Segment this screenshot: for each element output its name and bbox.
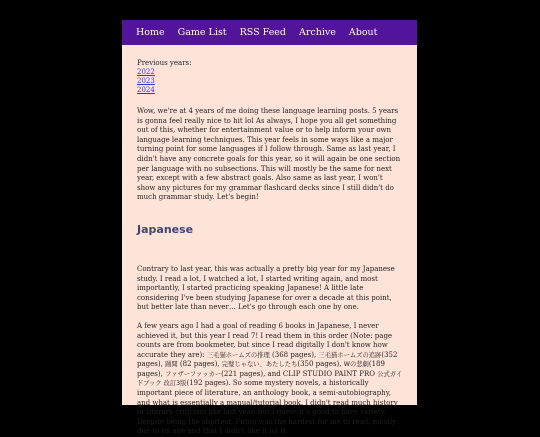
book-title-6: ファザーファッカー xyxy=(165,370,222,378)
nav-game-list-link[interactable]: Game List xyxy=(177,27,227,38)
previous-years-label: Previous years: xyxy=(137,59,192,67)
book-title-5: Wの悲劇 xyxy=(343,361,369,369)
p2-text-g: (82 pages), xyxy=(177,360,222,369)
nav-home-link[interactable]: Home xyxy=(136,27,165,38)
p2-text-a: A few years ago I had a goal of reading 6 books in Japanese, I never achieved it, but this year I read 7! I read them in this order (Note: page counts are from bookmeter, but since I read digitally I don't know how accurate they are): xyxy=(137,321,393,359)
intro-paragraph: Wow, we're at 4 years of me doing these language learning posts. 5 years is gonna feel really nice to hit lol As always, I hope you all get something out of this, whether for entertainment value or to help inform your own language learning techniques. This year feels in some ways like a major turning point for some languages if I follow through. Same as last year, I didn't have any concrete goals for this year, so it will again be one section per language with no subsections. This will mostly be the same for next year, except with a few abstract goals. Also same as last year, I won't show any pictures for my grammar flashcard decks since I still didn't do much grammar study. Let's begin! xyxy=(137,107,401,202)
book-title-7: 公式ガイドブック 改訂3版 xyxy=(137,370,403,388)
japanese-paragraph-1: Contrary to last year, this was actually a pretty big year for my Japanese study. I read a lot, I watched a lot, I started writing again, and most importantly, I started practicing speaking Japanese! A little late considering I've been studying Japanese for over a decade at this point, but better late than never… Let's go through each one by one. xyxy=(137,264,395,312)
book-title-3: 踊聞 xyxy=(165,361,178,369)
nav-about-link[interactable]: About xyxy=(348,27,378,38)
p2-text-i: (350 pages), xyxy=(297,360,344,369)
book-title-4: 完璧じゃない、あたしたち xyxy=(221,361,298,369)
year-link-2022[interactable]: 2022 xyxy=(137,68,155,76)
japanese-paragraph-2 xyxy=(137,322,403,437)
p2-text-m: (221 pages), and CLIP STUDIO PAINT PRO xyxy=(221,369,378,378)
p2-text-o: (192 pages). So some mystery novels, a historically important piece of literature, an anthology book, a semi-autobiography, and what is essentially a manual/tutorial book. I didn't read much history or literary criticism like last year, but I guess it's good to have variety. Despite being the shortest, Futon was the hardest for me to read, mostly due to its age and that I didn't like it lol It xyxy=(137,379,398,436)
p2-text-e: (352 pages), xyxy=(137,350,398,369)
top-navbar xyxy=(122,20,417,45)
p2-text-c: (368 pages), xyxy=(269,350,319,359)
p2-text-k: (189 pages), xyxy=(137,360,385,378)
section-heading-japanese: Japanese xyxy=(137,222,194,236)
book-title-2: 三毛猫ホームズの追跡 xyxy=(318,351,382,359)
book-title-1: 三毛猫ホームズの推理 xyxy=(206,351,270,359)
year-link-2023[interactable]: 2023 xyxy=(137,77,155,85)
nav-archive-link[interactable]: Archive xyxy=(299,27,336,38)
page-container xyxy=(122,20,417,436)
nav-rss-feed-link[interactable]: RSS Feed xyxy=(239,27,287,38)
year-link-2024[interactable]: 2024 xyxy=(137,86,155,94)
article-content xyxy=(122,45,417,437)
